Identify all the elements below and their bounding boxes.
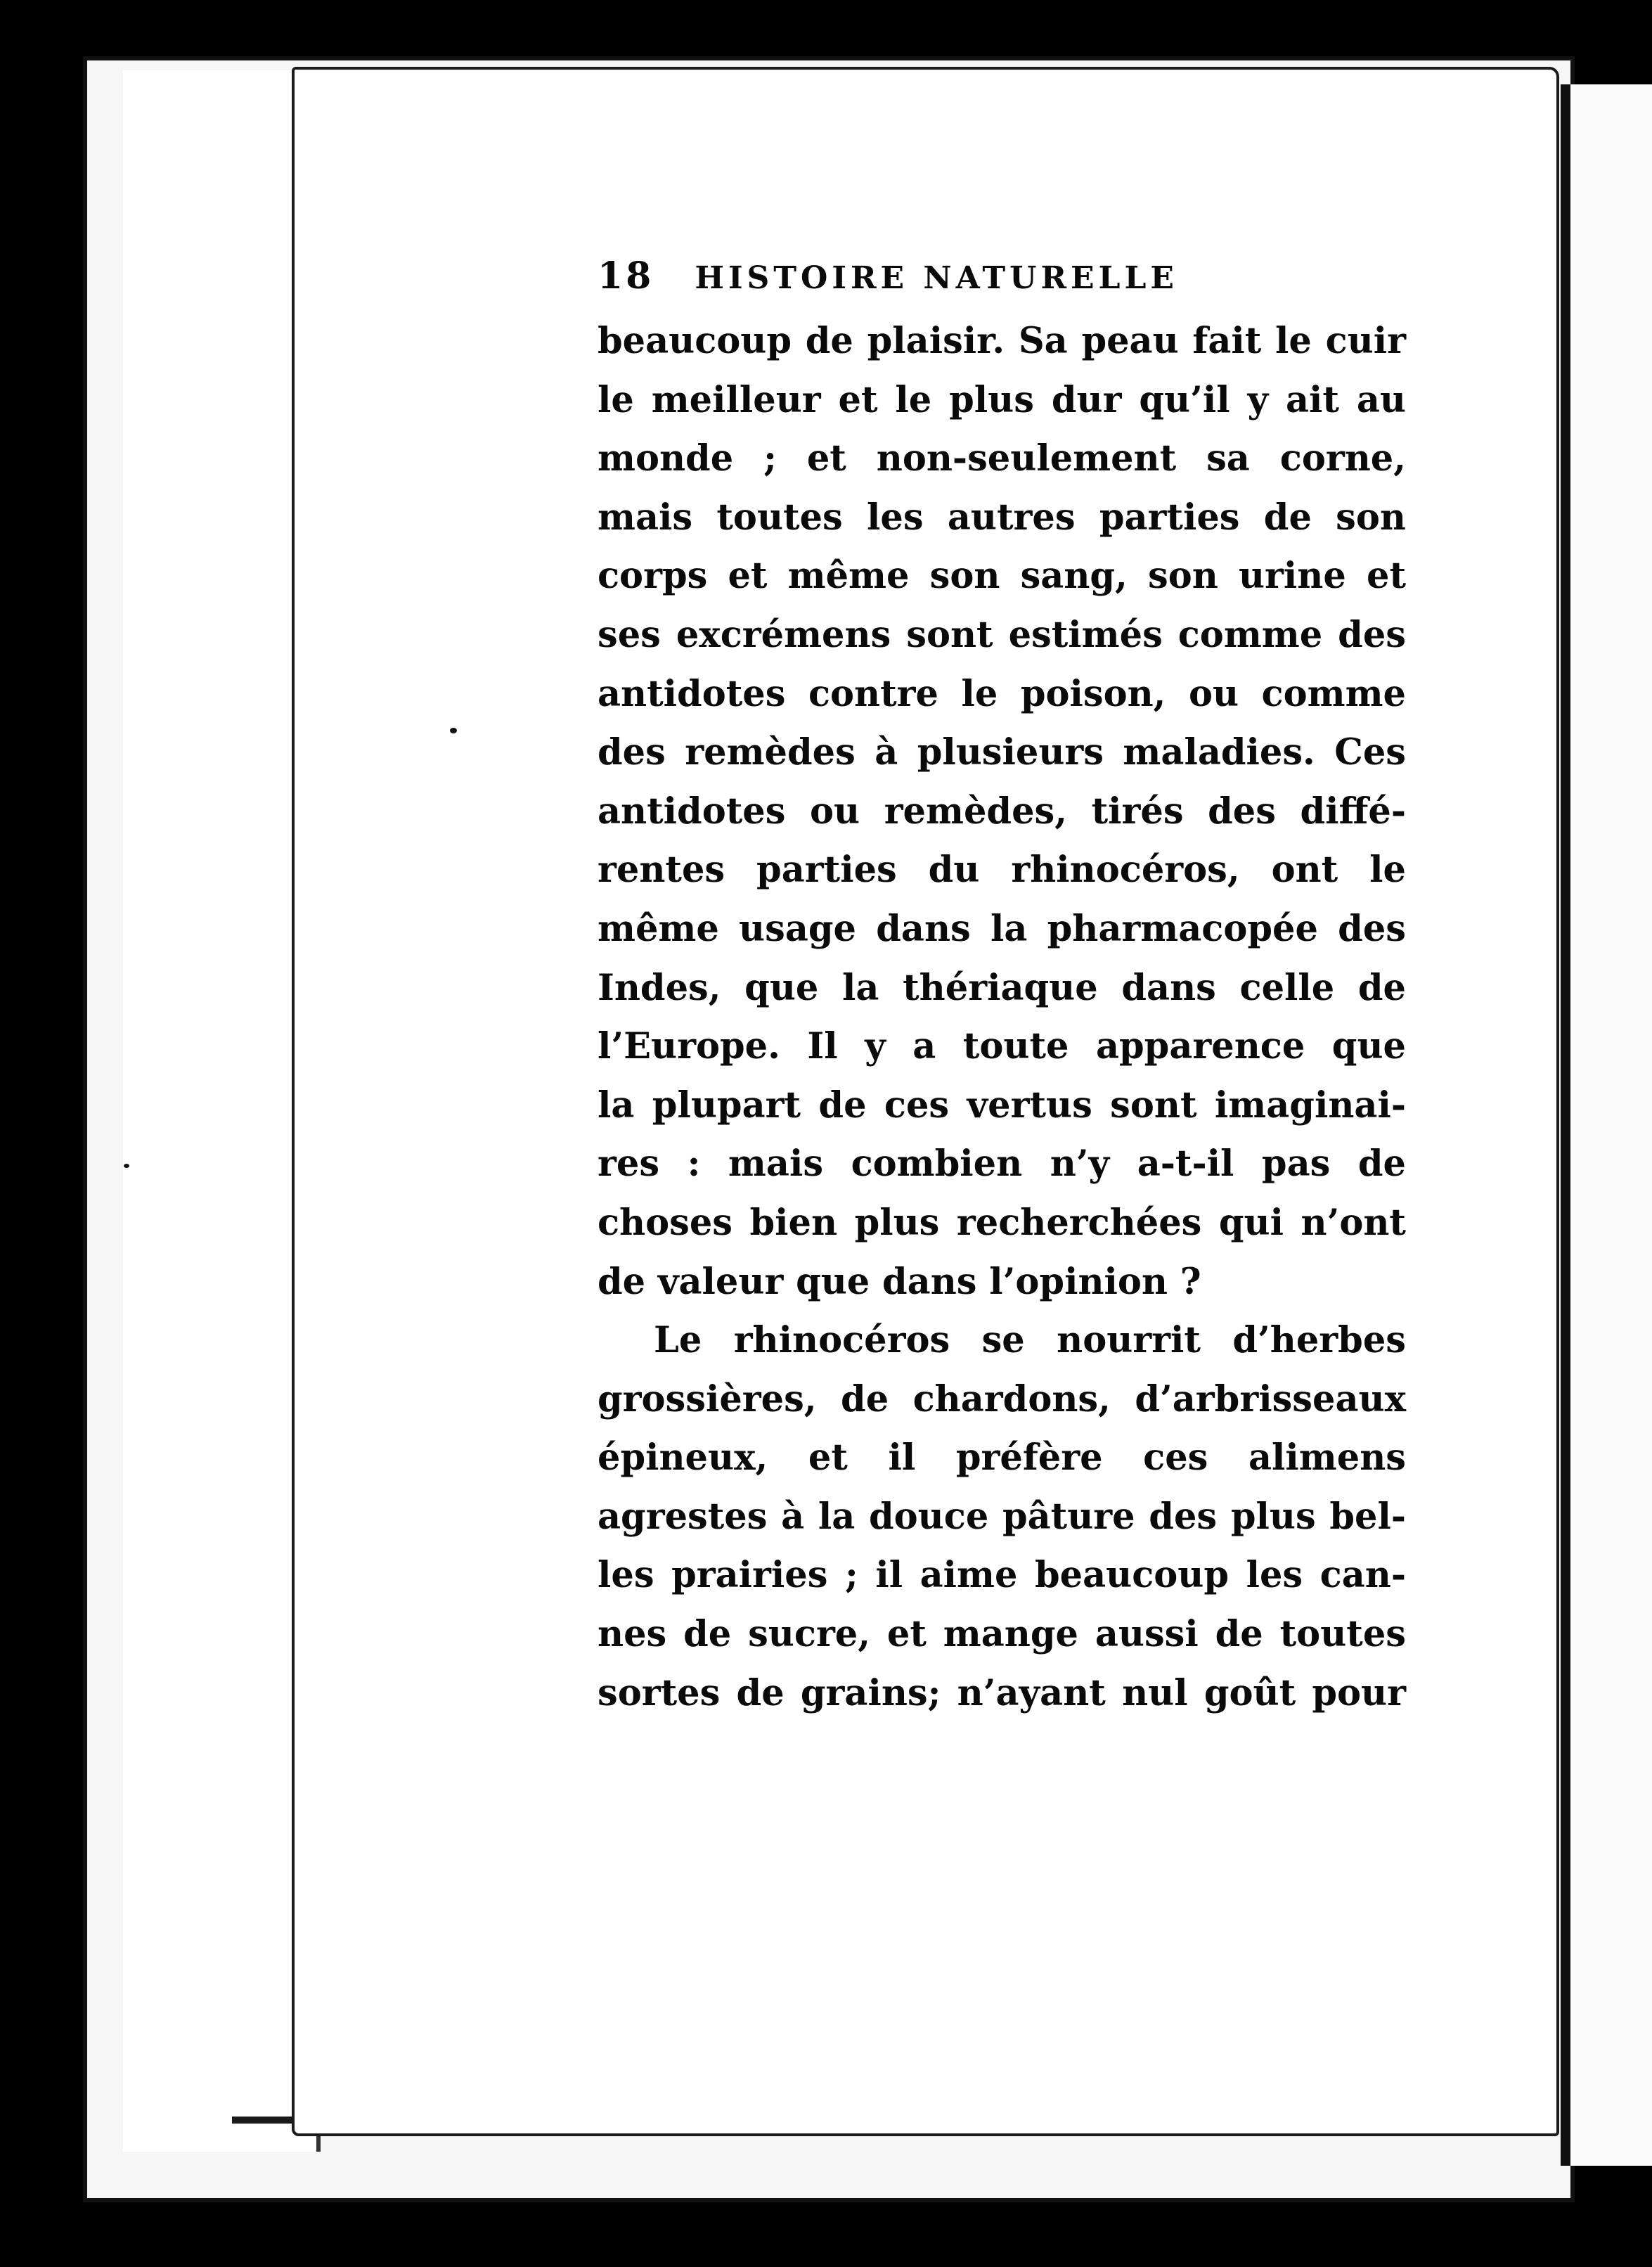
text-line: même usage dans la pharmacopée des [598, 907, 1406, 950]
text-line: antidotes ou remèdes, tirés des diffé- [598, 790, 1406, 833]
running-head [598, 255, 1406, 305]
body-text [598, 312, 1406, 1723]
text-line: rentes parties du rhinocéros, ont le [598, 849, 1406, 892]
text-line: monde ; et non-seulement sa corne, [598, 437, 1406, 480]
text-line: le meilleur et le plus dur qu’il y ait au [598, 378, 1406, 421]
text-line: la plupart de ces vertus sont imaginai- [598, 1084, 1406, 1126]
page-number: 18 [598, 255, 654, 297]
text-line: antidotes contre le poison, ou comme [598, 672, 1406, 715]
text-line: grossières, de chardons, d’arbrisseaux [598, 1377, 1406, 1420]
text-line: ses excrémens sont estimés comme des [598, 613, 1406, 656]
text-line: choses bien plus recherchées qui n’ont [598, 1201, 1406, 1244]
text-line: sortes de grains; n’ayant nul goût pour [598, 1671, 1406, 1714]
text-line: mais toutes les autres parties de son [598, 496, 1406, 539]
text-line: de valeur que dans l’opinion ? [598, 1260, 1201, 1303]
text-line: les prairies ; il aime beaucoup les can- [598, 1554, 1406, 1597]
text-line: Indes, que la thériaque dans celle de [598, 966, 1406, 1009]
ink-speck [450, 728, 457, 733]
running-title: HISTOIRE NATURELLE [695, 260, 1178, 296]
ink-speck [124, 1164, 129, 1168]
text-line: nes de sucre, et mange aussi de toutes [598, 1613, 1406, 1656]
text-line: beaucoup de plaisir. Sa peau fait le cuir [598, 320, 1406, 362]
text-line: Le rhinocéros se nourrit d’herbes [654, 1319, 1406, 1362]
adjacent-page-edge [1561, 84, 1652, 2166]
text-line: agrestes à la douce pâture des plus bel- [598, 1495, 1406, 1538]
text-block [598, 255, 1406, 1723]
text-line: des remèdes à plusieurs maladies. Ces [598, 731, 1406, 774]
text-line: l’Europe. Il y a toute apparence que [598, 1025, 1406, 1068]
text-line: res : mais combien n’y a-t-il pas de [598, 1143, 1406, 1186]
text-line: épineux, et il préfère ces alimens [598, 1437, 1406, 1479]
text-line: corps et même son sang, son urine et [598, 555, 1406, 598]
